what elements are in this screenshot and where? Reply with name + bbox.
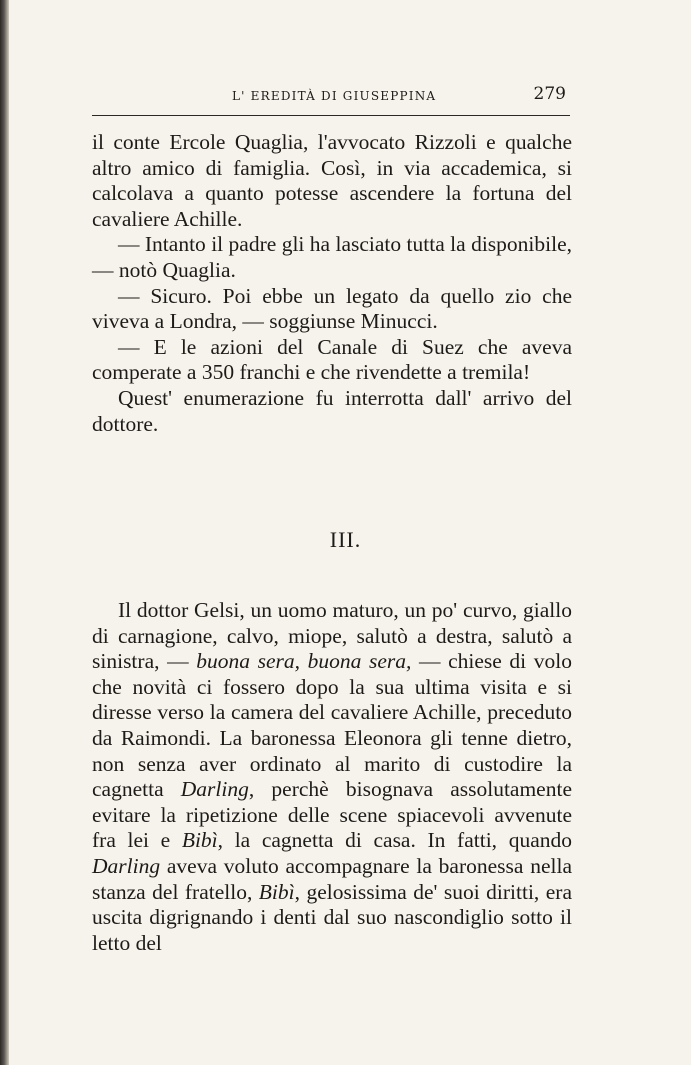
text-run: — chiese di volo che novità ci fossero dopo la sua ultima visita e si diresse verso la camera del cavaliere Achille, preceduto da Raimondi. La baronessa Eleonora gli tenne dietro, non senza aver ordinato al marito di custodire la cagnetta <box>92 649 572 802</box>
italic-run: buona sera, buona sera, <box>196 649 412 674</box>
paragraph: Quest' enumerazione fu interrotta dall' arrivo del dottore. <box>92 385 572 436</box>
text-run: Il dottor Gelsi, un uomo maturo, un po' curvo, giallo di carnagione, calvo, miope, salutò a destra, salutò a sinistra, — <box>92 598 572 674</box>
text-run: , la cagnetta di casa. In fatti, quando <box>217 828 572 853</box>
italic-run: Bibì <box>258 879 295 904</box>
header-rule <box>92 115 570 116</box>
text-block-bottom <box>92 598 572 956</box>
italic-run: Darling <box>92 853 161 878</box>
paragraph: il conte Ercole Quaglia, l'avvocato Rizzoli e qualche altro amico di famiglia. Così, in via accademica, si calcolava a quanto potesse ascendere la fortuna del cavaliere Achille. <box>92 130 572 231</box>
text-run: aveva voluto accompagnare la baronessa nella stanza del fratello, <box>92 853 572 904</box>
text-run: , perchè bisognava assolutamente evitare la ripetizione delle scene spiacevoli avvenute fra lei e <box>92 777 572 853</box>
chapter-heading: III. <box>329 527 362 552</box>
text-run: , gelosissima de' suoi diritti, era uscita digrignando i denti dal suo nascondiglio sotto il letto del <box>92 879 573 955</box>
running-header <box>92 84 570 108</box>
italic-run: Darling <box>180 777 249 802</box>
text-block-top <box>92 130 572 437</box>
paragraph <box>92 598 572 956</box>
italic-run: Bibì <box>181 828 218 853</box>
paragraph: — E le azioni del Canale di Suez che aveva comperate a 350 franchi e che rivendette a tremila! <box>92 334 572 385</box>
running-title: L' EREDITÀ DI GIUSEPPINA <box>232 89 437 103</box>
page-number: 279 <box>533 84 566 104</box>
paragraph: — Sicuro. Poi ebbe un legato da quello zio che viveva a Londra, — soggiunse Minucci. <box>92 283 572 334</box>
paragraph: — Intanto il padre gli ha lasciato tutta la disponibile, — notò Quaglia. <box>92 232 572 282</box>
